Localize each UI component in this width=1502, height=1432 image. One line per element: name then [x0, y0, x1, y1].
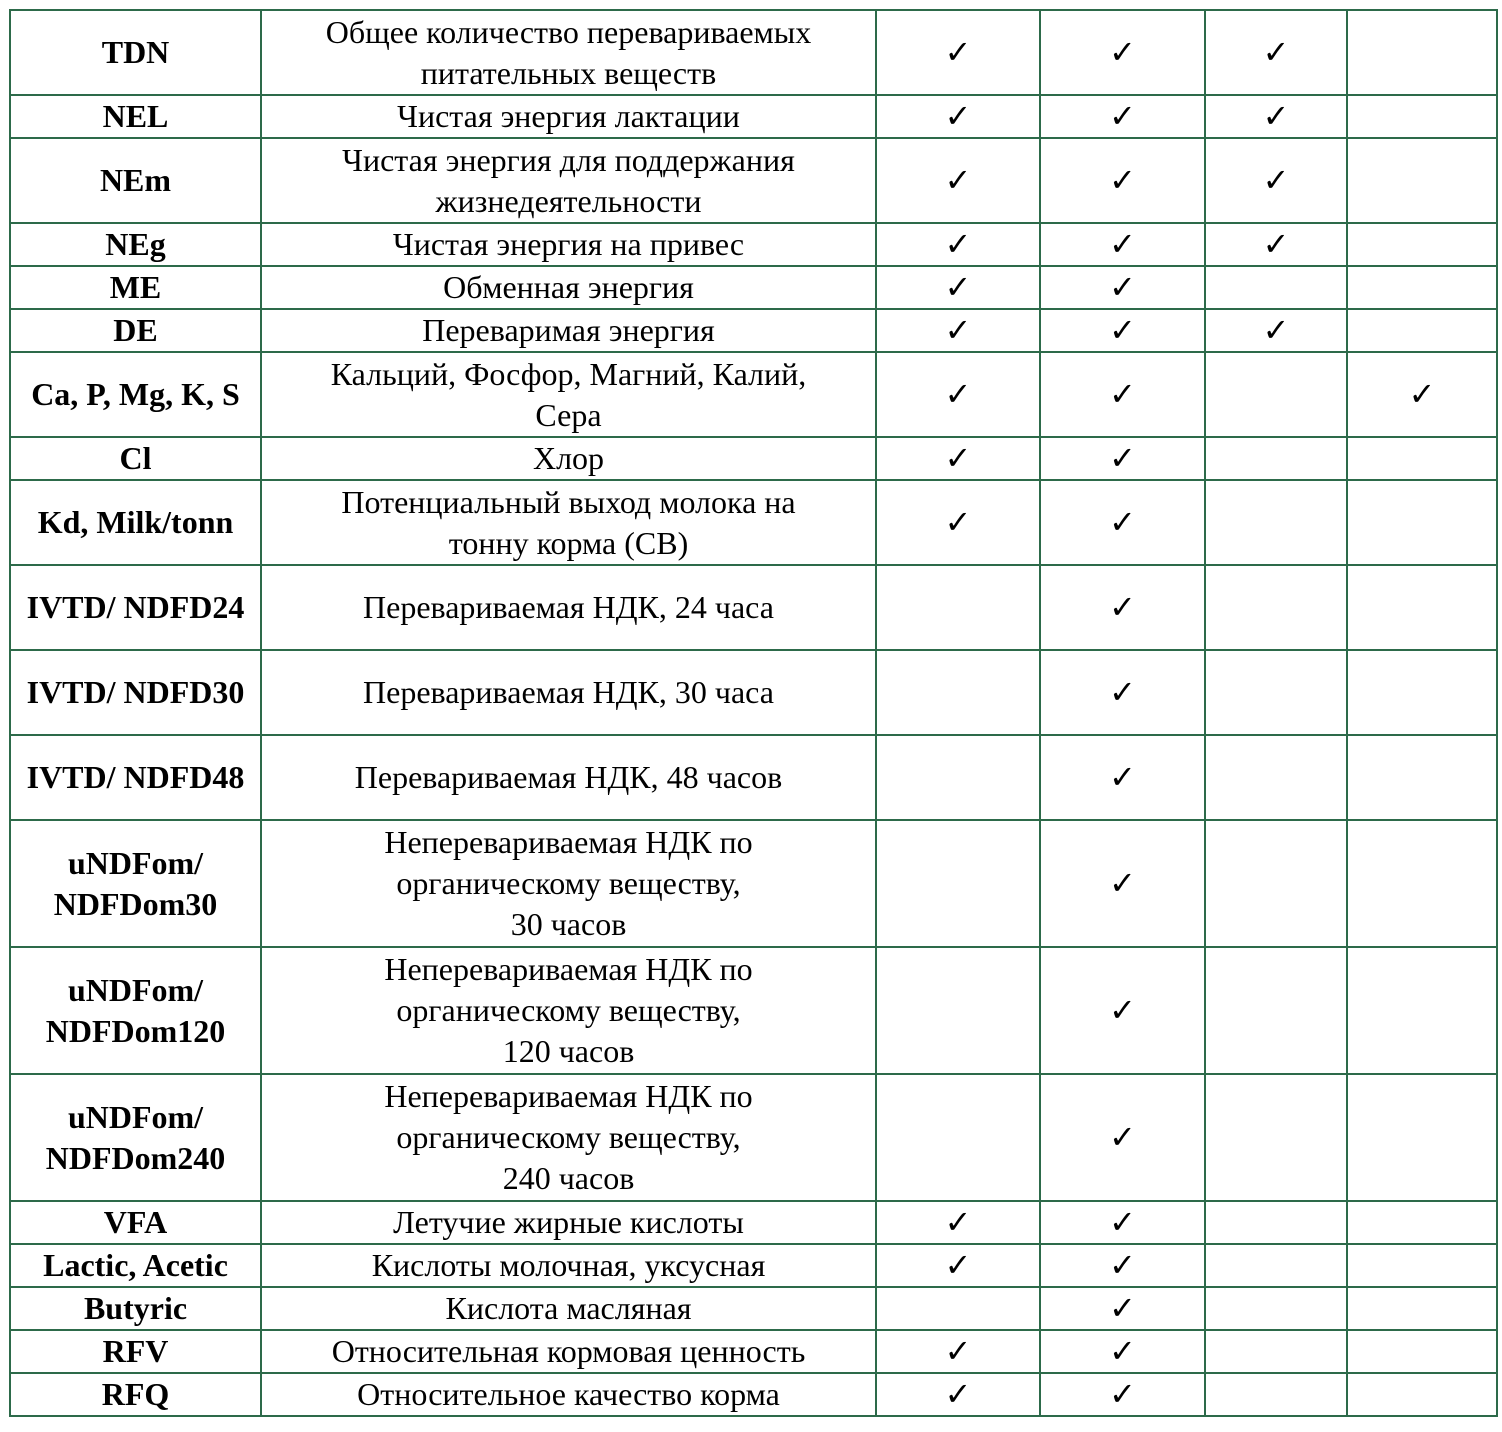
check-cell-1: [876, 1330, 1040, 1373]
check-cell-2: [1040, 735, 1205, 820]
checkmark-icon: ✓: [1109, 375, 1136, 413]
checkmark-icon: ✓: [944, 225, 972, 263]
check-cell-1: [876, 1244, 1040, 1287]
check-cell-4: [1347, 735, 1497, 820]
checkmark-icon: ✓: [1109, 439, 1136, 477]
parameter-name: [261, 309, 876, 352]
checkmark-icon: ✓: [944, 33, 972, 71]
check-cell-1: [876, 1201, 1040, 1244]
parameter-name-line: Относительное качество корма: [357, 1376, 780, 1412]
parameter-code: Kd, Milk/tonn: [10, 480, 261, 565]
parameter-name: [261, 480, 876, 565]
parameter-name-line: 240 часов: [502, 1160, 635, 1196]
parameter-name: [261, 1330, 876, 1373]
check-cell-2: [1040, 10, 1205, 95]
checkmark-icon: ✓: [1109, 1375, 1136, 1413]
check-cell-1: [876, 352, 1040, 437]
check-cell-1: [876, 10, 1040, 95]
table-row: [10, 223, 1497, 266]
check-cell-3: [1205, 650, 1347, 735]
parameter-code: RFV: [10, 1330, 261, 1373]
parameter-code: Lactic, Acetic: [10, 1244, 261, 1287]
check-cell-2: [1040, 266, 1205, 309]
check-cell-1: [876, 1287, 1040, 1330]
parameter-code: uNDFom/ NDFDom240: [10, 1074, 261, 1201]
check-cell-4: [1347, 352, 1497, 437]
checkmark-icon: ✓: [944, 1375, 972, 1413]
checkmark-icon: ✓: [1262, 225, 1290, 263]
check-cell-2: [1040, 1074, 1205, 1201]
check-cell-2: [1040, 437, 1205, 480]
check-cell-2: [1040, 1201, 1205, 1244]
check-cell-1: [876, 650, 1040, 735]
table-row: [10, 565, 1497, 650]
check-cell-1: [876, 947, 1040, 1074]
check-cell-4: [1347, 309, 1497, 352]
checkmark-icon: ✓: [944, 439, 972, 477]
check-cell-2: [1040, 565, 1205, 650]
parameter-name: [261, 565, 876, 650]
table-row: [10, 947, 1497, 1074]
check-cell-1: [876, 820, 1040, 947]
check-cell-2: [1040, 650, 1205, 735]
parameter-name-line: Общее количество перевариваемых: [325, 13, 812, 50]
table-row: [10, 309, 1497, 352]
check-cell-3: [1205, 1330, 1347, 1373]
check-cell-4: [1347, 10, 1497, 95]
table-row: [10, 820, 1497, 947]
table-row: [10, 1287, 1497, 1330]
parameter-name-line: органическому веществу,: [396, 1119, 741, 1155]
parameter-name: [261, 650, 876, 735]
parameter-code: Cl: [10, 437, 261, 480]
check-cell-1: [876, 1373, 1040, 1416]
parameter-name-line: тонну корма (СВ): [448, 524, 689, 561]
table-row: [10, 266, 1497, 309]
check-cell-2: [1040, 947, 1205, 1074]
table-row: [10, 1330, 1497, 1373]
parameter-code: IVTD/ NDFD48: [10, 735, 261, 820]
check-cell-3: [1205, 138, 1347, 223]
checkmark-icon: ✓: [1109, 588, 1136, 626]
parameter-name-line: Хлор: [532, 440, 605, 476]
check-cell-3: [1205, 352, 1347, 437]
check-cell-4: [1347, 1287, 1497, 1330]
table-row: [10, 650, 1497, 735]
parameter-name-line: Чистая энергия лактации: [397, 98, 740, 134]
parameter-code: ME: [10, 266, 261, 309]
check-cell-2: [1040, 95, 1205, 138]
parameter-name-line: Относительная кормовая ценность: [331, 1333, 806, 1369]
parameter-name-line: Неперевариваемая НДК по: [384, 1078, 753, 1114]
parameter-name-line: Чистая энергия для поддержания: [342, 141, 795, 178]
check-cell-4: [1347, 947, 1497, 1074]
check-cell-4: [1347, 820, 1497, 947]
checkmark-icon: ✓: [1109, 97, 1136, 135]
checkmark-icon: ✓: [1109, 1289, 1136, 1327]
table-row: [10, 1244, 1497, 1287]
check-cell-1: [876, 223, 1040, 266]
check-cell-3: [1205, 735, 1347, 820]
checkmark-icon: ✓: [1262, 33, 1290, 71]
checkmark-icon: ✓: [1109, 311, 1136, 349]
checkmark-icon: ✓: [944, 97, 972, 135]
parameter-name-line: Кальций, Фосфор, Магний, Калий,: [330, 355, 807, 392]
parameter-code: Ca, P, Mg, K, S: [10, 352, 261, 437]
parameter-name-line: органическому веществу,: [396, 992, 741, 1028]
checkmark-icon: ✓: [1262, 97, 1290, 135]
check-cell-4: [1347, 1244, 1497, 1287]
check-cell-3: [1205, 820, 1347, 947]
parameter-name-line: Сера: [535, 396, 602, 433]
parameter-name-line: Неперевариваемая НДК по: [384, 824, 753, 860]
checkmark-icon: ✓: [944, 1246, 972, 1284]
checkmark-icon: ✓: [944, 311, 972, 349]
check-cell-4: [1347, 650, 1497, 735]
checkmark-icon: ✓: [1109, 503, 1136, 541]
parameter-name: [261, 1074, 876, 1201]
parameter-name: [261, 10, 876, 95]
table-row: [10, 1201, 1497, 1244]
parameter-name: [261, 820, 876, 947]
check-cell-2: [1040, 309, 1205, 352]
document-page: [9, 9, 1498, 1417]
check-cell-3: [1205, 1287, 1347, 1330]
parameter-code: IVTD/ NDFD24: [10, 565, 261, 650]
check-cell-3: [1205, 95, 1347, 138]
parameter-name: [261, 1287, 876, 1330]
check-cell-2: [1040, 352, 1205, 437]
check-cell-4: [1347, 138, 1497, 223]
checkmark-icon: ✓: [1109, 1332, 1136, 1370]
parameter-name: [261, 1201, 876, 1244]
table-body: [10, 10, 1497, 1416]
table-row: [10, 735, 1497, 820]
checkmark-icon: ✓: [1109, 991, 1136, 1029]
check-cell-3: [1205, 947, 1347, 1074]
check-cell-4: [1347, 480, 1497, 565]
table-row: [10, 352, 1497, 437]
parameter-name-line: Потенциальный выход молока на: [341, 483, 796, 520]
parameter-code: DE: [10, 309, 261, 352]
parameter-name-line: Перевариваемая НДК, 48 часов: [354, 759, 783, 795]
check-cell-3: [1205, 1373, 1347, 1416]
parameter-name-line: Кислота масляная: [445, 1290, 692, 1326]
parameter-name: [261, 138, 876, 223]
parameter-name: [261, 95, 876, 138]
checkmark-icon: ✓: [1109, 1246, 1136, 1284]
check-cell-2: [1040, 820, 1205, 947]
checkmark-icon: ✓: [1109, 161, 1136, 199]
check-cell-1: [876, 480, 1040, 565]
checkmark-icon: ✓: [1109, 1203, 1136, 1241]
checkmark-icon: ✓: [1109, 33, 1136, 71]
parameter-code: TDN: [10, 10, 261, 95]
check-cell-1: [876, 565, 1040, 650]
checkmark-icon: ✓: [944, 375, 972, 413]
check-cell-3: [1205, 223, 1347, 266]
parameter-name: [261, 1373, 876, 1416]
parameter-name-line: Чистая энергия на привес: [392, 226, 745, 262]
check-cell-4: [1347, 1373, 1497, 1416]
checkmark-icon: ✓: [1109, 225, 1136, 263]
checkmark-icon: ✓: [1262, 311, 1290, 349]
check-cell-2: [1040, 223, 1205, 266]
table-row: [10, 10, 1497, 95]
parameter-name: [261, 437, 876, 480]
check-cell-3: [1205, 266, 1347, 309]
parameter-name-line: Кислоты молочная, уксусная: [371, 1247, 766, 1283]
checkmark-icon: ✓: [1109, 864, 1136, 902]
checkmark-icon: ✓: [1109, 268, 1136, 306]
table-row: [10, 437, 1497, 480]
parameter-code: NEm: [10, 138, 261, 223]
parameter-code: Butyric: [10, 1287, 261, 1330]
table-row: [10, 1074, 1497, 1201]
check-cell-4: [1347, 565, 1497, 650]
check-cell-4: [1347, 1074, 1497, 1201]
table-row: [10, 480, 1497, 565]
check-cell-4: [1347, 1330, 1497, 1373]
parameter-name-line: 120 часов: [502, 1033, 635, 1069]
check-cell-3: [1205, 565, 1347, 650]
check-cell-3: [1205, 309, 1347, 352]
feed-analysis-table: [9, 9, 1498, 1417]
check-cell-3: [1205, 437, 1347, 480]
parameter-code: IVTD/ NDFD30: [10, 650, 261, 735]
parameter-name: [261, 947, 876, 1074]
checkmark-icon: ✓: [1109, 673, 1136, 711]
check-cell-3: [1205, 1244, 1347, 1287]
checkmark-icon: ✓: [944, 268, 972, 306]
check-cell-2: [1040, 1244, 1205, 1287]
check-cell-2: [1040, 138, 1205, 223]
parameter-code: RFQ: [10, 1373, 261, 1416]
parameter-name: [261, 223, 876, 266]
check-cell-1: [876, 309, 1040, 352]
parameter-code: VFA: [10, 1201, 261, 1244]
table-row: [10, 1373, 1497, 1416]
check-cell-1: [876, 1074, 1040, 1201]
checkmark-icon: ✓: [1109, 758, 1136, 796]
parameter-code: NEL: [10, 95, 261, 138]
parameter-code: uNDFom/ NDFDom30: [10, 820, 261, 947]
parameter-name-line: Переваримая энергия: [422, 312, 715, 348]
check-cell-1: [876, 266, 1040, 309]
parameter-name: [261, 1244, 876, 1287]
parameter-name: [261, 352, 876, 437]
parameter-name-line: питательных веществ: [420, 54, 717, 91]
checkmark-icon: ✓: [1262, 161, 1290, 199]
check-cell-4: [1347, 266, 1497, 309]
check-cell-4: [1347, 437, 1497, 480]
parameter-name-line: 30 часов: [510, 906, 627, 942]
check-cell-3: [1205, 480, 1347, 565]
checkmark-icon: ✓: [1408, 375, 1436, 413]
checkmark-icon: ✓: [944, 1332, 972, 1370]
parameter-name-line: Перевариваемая НДК, 24 часа: [363, 589, 774, 625]
checkmark-icon: ✓: [944, 1203, 972, 1241]
parameter-name: [261, 266, 876, 309]
parameter-name: [261, 735, 876, 820]
check-cell-2: [1040, 480, 1205, 565]
check-cell-1: [876, 138, 1040, 223]
table-row: [10, 95, 1497, 138]
parameter-code: uNDFom/ NDFDom120: [10, 947, 261, 1074]
checkmark-icon: ✓: [944, 503, 972, 541]
check-cell-4: [1347, 95, 1497, 138]
checkmark-icon: ✓: [944, 161, 972, 199]
checkmark-icon: ✓: [1109, 1118, 1136, 1156]
check-cell-2: [1040, 1287, 1205, 1330]
parameter-name-line: Неперевариваемая НДК по: [384, 951, 753, 987]
check-cell-3: [1205, 1074, 1347, 1201]
parameter-name-line: Обменная энергия: [443, 269, 694, 305]
check-cell-3: [1205, 10, 1347, 95]
parameter-name-line: жизнедеятельности: [435, 182, 702, 219]
parameter-name-line: Перевариваемая НДК, 30 часа: [363, 674, 774, 710]
parameter-name-line: органическому веществу,: [396, 865, 741, 901]
table-row: [10, 138, 1497, 223]
check-cell-1: [876, 95, 1040, 138]
check-cell-3: [1205, 1201, 1347, 1244]
parameter-code: NEg: [10, 223, 261, 266]
check-cell-1: [876, 735, 1040, 820]
check-cell-2: [1040, 1373, 1205, 1416]
parameter-name-line: Летучие жирные кислоты: [393, 1204, 744, 1240]
check-cell-1: [876, 437, 1040, 480]
check-cell-4: [1347, 1201, 1497, 1244]
check-cell-4: [1347, 223, 1497, 266]
check-cell-2: [1040, 1330, 1205, 1373]
